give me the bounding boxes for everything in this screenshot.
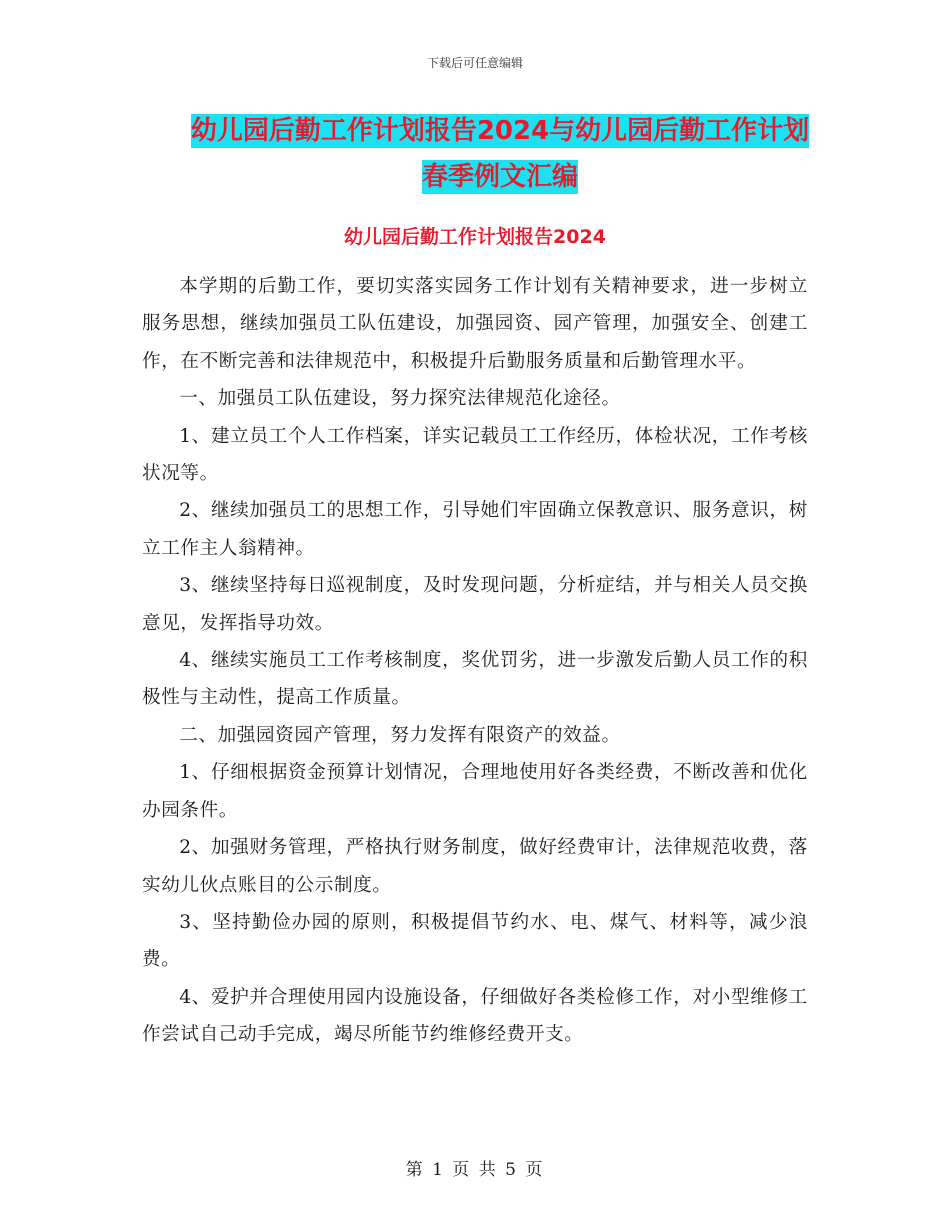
paragraph: 1、仔细根据资金预算计划情况，合理地使用好各类经费，不断改善和优化办园条件。 [142,762,808,821]
document-title-line-2: 春季例文汇编 [421,162,578,192]
paragraph: 本学期的后勤工作，要切实落实园务工作计划有关精神要求，进一步树立服务思想，继续加强员工队伍建设，加强园资、园产管理，加强安全、创建工作，在不断完善和法律规范中，积极提升后勤服务质量和后勤管理水平。 [142,276,808,372]
page-footer: 第 1 页 共 5 页 [405,1160,545,1180]
paragraph: 3、坚持勤俭办园的原则，积极提倡节约水、电、煤气、材料等，减少浪费。 [142,911,808,971]
header-note: 下载后可任意编辑 [426,56,523,70]
document-title [140,108,860,200]
paragraph: 2、加强财务管理，严格执行财务制度，做好经费审计，法律规范收费，落实幼儿伙点账目的公示制度。 [142,837,808,896]
paragraph: 1、建立员工个人工作档案，详实记载员工工作经历，体检状况，工作考核状况等。 [142,425,808,485]
section-title: 幼儿园后勤工作计划报告2024 [344,226,606,248]
document-body [142,268,808,1054]
paragraph: 4、继续实施员工工作考核制度，奖优罚劣，进一步激发后勤人员工作的积极性与主动性，提高工作质量。 [142,650,808,709]
document-title-line-1: 幼儿园后勤工作计划报告2024与幼儿园后勤工作计划 [190,116,810,146]
paragraph: 4、爱护并合理使用园内设施设备，仔细做好各类检修工作，对小型维修工作尝试自己动手完成，竭尽所能节约维修经费开支。 [142,986,808,1046]
paragraph: 3、继续坚持每日巡视制度，及时发现问题，分析症结，并与相关人员交换意见，发挥指导功效。 [142,575,808,634]
paragraph: 2、继续加强员工的思想工作，引导她们牢固确立保教意识、服务意识，树立工作主人翁精神。 [142,500,808,559]
paragraph: 一、加强员工队伍建设，努力探究法律规范化途径。 [179,388,621,410]
paragraph: 二、加强园资园产管理，努力发挥有限资产的效益。 [179,724,621,746]
